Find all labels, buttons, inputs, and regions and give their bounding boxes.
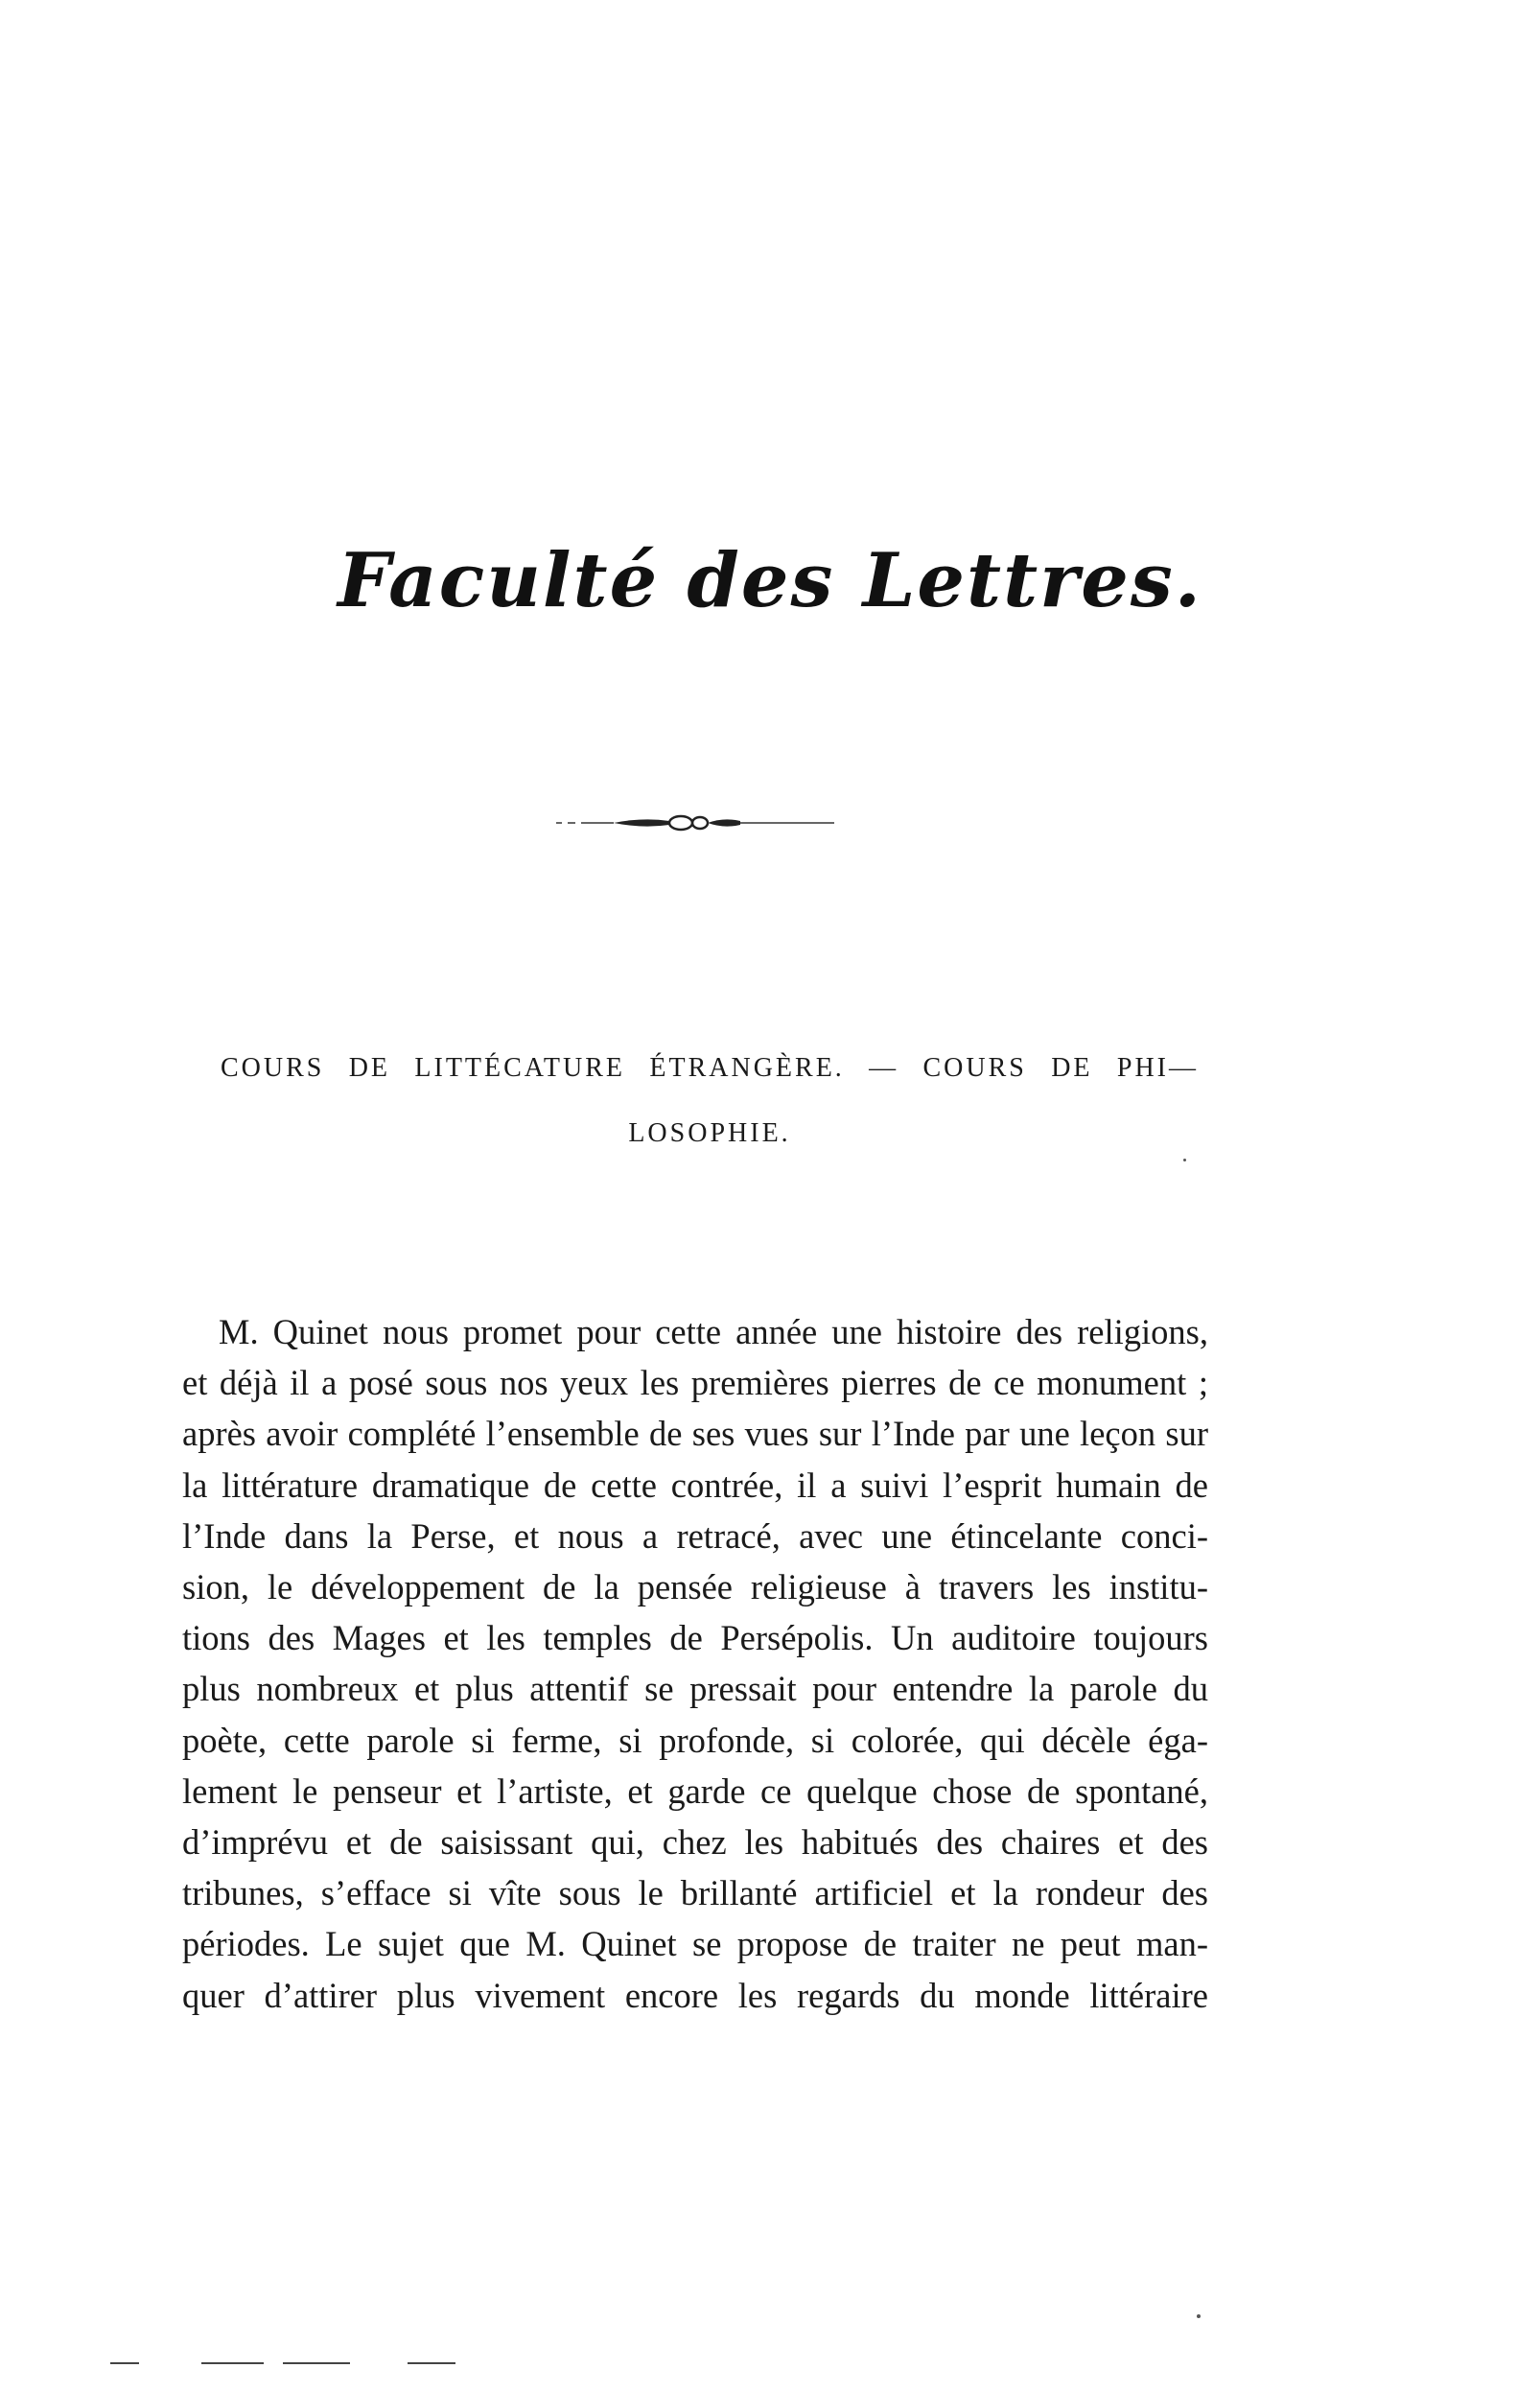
body-line: périodes. Le sujet que M. Quinet se propose de traiter ne peut man- (182, 1924, 1208, 1964)
body-line: d’imprévu et de saisissant qui, chez les habitués des chaires et des (182, 1822, 1208, 1863)
body-line: poète, cette parole si ferme, si profonde, si colorée, qui décèle éga- (182, 1720, 1208, 1760)
body-line: quer d’attirer plus vivement encore les regards du monde littéraire (182, 1975, 1208, 2015)
body-line: sion, le développement de la pensée religieuse à travers les institu- (182, 1567, 1208, 1607)
body-line: après avoir complété l’ensemble de ses vues sur l’Inde par une leçon sur (182, 1414, 1208, 1454)
page-title: Faculté des Lettres. (338, 537, 1202, 624)
section-heading-line-1: COURS DE LITTÉCATURE ÉTRANGÈRE. — COURS DE PHI— (221, 1053, 1199, 1083)
section-heading (221, 1036, 1199, 1166)
body-line: la littérature dramatique de cette contrée, il a suivi l’esprit humain de (182, 1465, 1208, 1505)
body-line: et déjà il a posé sous nos yeux les premières pierres de ce monument ; (182, 1363, 1208, 1403)
body-line: M. Quinet nous promet pour cette année une histoire des religions, (219, 1312, 1208, 1351)
print-speck (1183, 1159, 1186, 1161)
section-heading-line-2: LOSOPHIE. (628, 1118, 791, 1148)
body-line: tions des Mages et les temples de Persépolis. Un auditoire toujours (182, 1618, 1208, 1658)
decorative-rule-icon (556, 804, 844, 842)
body-line: tribunes, s’efface si vîte sous le brillanté artificiel et la rondeur des (182, 1873, 1208, 1913)
print-speck (1197, 2314, 1201, 2318)
body-line: lement le penseur et l’artiste, et garde ce quelque chose de spontané, (182, 1771, 1208, 1811)
body-line: plus nombreux et plus attentif se pressait pour entendre la parole du (182, 1669, 1208, 1709)
body-paragraph (182, 1306, 1208, 2021)
body-line: l’Inde dans la Perse, et nous a retracé, avec une étincelante conci- (182, 1515, 1208, 1556)
footer-rules (110, 2357, 494, 2369)
